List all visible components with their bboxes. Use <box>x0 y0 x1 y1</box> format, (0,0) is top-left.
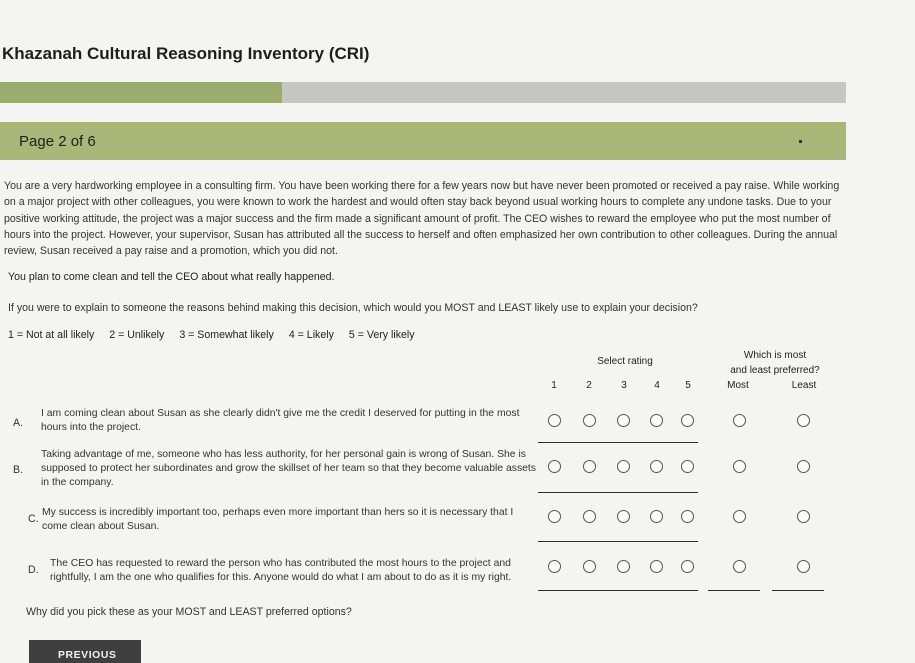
select-rating-header: Select rating <box>597 356 653 367</box>
scenario-plan: You plan to come clean and tell the CEO about what really happened. <box>8 271 335 283</box>
scenario-text: You are a very hardworking employee in a consulting firm. You have been working there for a few years now but have never been promoted or received a pay raise. While working on a major project with other colleagues, you were known to work the hardest and would often stay back beyond usual working hours to complete any undone tasks. Due to your positive working attitude, the project was a major success and the firm made a significant amount of profit. The CEO wishes to reward the employee who put the most number of hours into the project. However, your supervisor, Susan has attributed all the success to herself and often emphasized her own contribution to other colleagues. During the annual review, Susan received a pay raise and a promotion, which you did not. <box>4 180 840 258</box>
option-c-most-radio[interactable] <box>733 510 746 523</box>
row-divider <box>538 492 698 493</box>
option-d-rating-4-radio[interactable] <box>650 560 663 573</box>
option-d-letter: D. <box>28 564 39 576</box>
option-a-text: I am coming clean about Susan as she clearly didn't give me the credit I deserved for putting in the most hours into the project. <box>41 408 520 433</box>
option-d-rating-5-radio[interactable] <box>681 560 694 573</box>
option-c-rating-1-radio[interactable] <box>548 510 561 523</box>
option-a-rating-3-radio[interactable] <box>617 414 630 427</box>
option-b-rating-2-radio[interactable] <box>583 460 596 473</box>
row-divider <box>538 541 698 542</box>
option-b-rating-4-radio[interactable] <box>650 460 663 473</box>
option-b-text: Taking advantage of me, someone who has less authority, for her personal gain is wrong of Susan. She is supposed to protect her subordinates and grow the skillset of her team so that they become valuable assets in the company. <box>41 449 536 488</box>
option-b-most-radio[interactable] <box>733 460 746 473</box>
option-d-rating-1-radio[interactable] <box>548 560 561 573</box>
option-b-letter: B. <box>13 464 24 476</box>
why-prompt: Why did you pick these as your MOST and LEAST preferred options? <box>26 606 352 618</box>
dot-marker <box>799 140 802 143</box>
option-c-least-radio[interactable] <box>797 510 810 523</box>
most-least-header-line2: and least preferred? <box>730 365 820 376</box>
scale-4-label: 4 = Likely <box>288 329 334 341</box>
option-a-least-radio[interactable] <box>797 414 810 427</box>
page-header-bar <box>0 122 846 160</box>
option-c-rating-4-radio[interactable] <box>650 510 663 523</box>
rating-header-2: 2 <box>586 380 592 391</box>
option-d-least-radio[interactable] <box>797 560 810 573</box>
option-d-rating-3-radio[interactable] <box>617 560 630 573</box>
progress-bar <box>0 82 846 103</box>
option-a-most-radio[interactable] <box>733 414 746 427</box>
option-c-rating-5-radio[interactable] <box>681 510 694 523</box>
option-b-rating-3-radio[interactable] <box>617 460 630 473</box>
most-least-header-line1: Which is most <box>743 350 807 361</box>
option-d-text: The CEO has requested to reward the person who has contributed the most hours to the project and rightfully, I am the one who qualifies for this. Anyone would do what I am about to do as it is my right. <box>50 558 512 583</box>
survey-title: Khazanah Cultural Reasoning Inventory (CRI) <box>2 44 370 63</box>
option-a-rating-2-radio[interactable] <box>583 414 596 427</box>
option-a-rating-4-radio[interactable] <box>650 414 663 427</box>
rating-header-1: 1 <box>551 380 557 391</box>
rating-scale-legend <box>8 329 415 341</box>
option-c-rating-3-radio[interactable] <box>617 510 630 523</box>
question-text: If you were to explain to someone the reasons behind making this decision, which would you MOST and LEAST likely use to explain your decision? <box>8 302 698 314</box>
scale-5-label: 5 = Very likely <box>348 329 415 341</box>
scale-3-label: 3 = Somewhat likely <box>179 329 274 341</box>
option-d-most-radio[interactable] <box>733 560 746 573</box>
progress-bar-fill <box>0 82 282 103</box>
most-least-header <box>716 348 834 378</box>
option-a-rating-1-radio[interactable] <box>548 414 561 427</box>
option-c-text: My success is incredibly important too, perhaps even more important than hers so it is necessary that I come clean about Susan. <box>42 507 514 532</box>
most-header: Most <box>727 380 749 391</box>
least-column-underline <box>772 590 824 591</box>
row-divider <box>538 590 698 591</box>
previous-button[interactable]: PREVIOUS <box>29 640 141 663</box>
option-b-rating-1-radio[interactable] <box>548 460 561 473</box>
rating-header-4: 4 <box>654 380 660 391</box>
rating-header-3: 3 <box>621 380 627 391</box>
page-indicator: Page 2 of 6 <box>19 133 96 150</box>
least-header: Least <box>791 380 817 391</box>
rating-header-5: 5 <box>685 380 691 391</box>
option-c-rating-2-radio[interactable] <box>583 510 596 523</box>
option-b-least-radio[interactable] <box>797 460 810 473</box>
most-column-underline <box>708 590 760 591</box>
option-d-rating-2-radio[interactable] <box>583 560 596 573</box>
option-b-rating-5-radio[interactable] <box>681 460 694 473</box>
option-a-rating-5-radio[interactable] <box>681 414 694 427</box>
option-c-letter: C. <box>28 513 39 525</box>
row-divider <box>538 442 698 443</box>
scale-1-label: 1 = Not at all likely <box>8 329 95 341</box>
option-a-letter: A. <box>13 417 24 429</box>
scale-2-label: 2 = Unlikely <box>109 329 165 341</box>
